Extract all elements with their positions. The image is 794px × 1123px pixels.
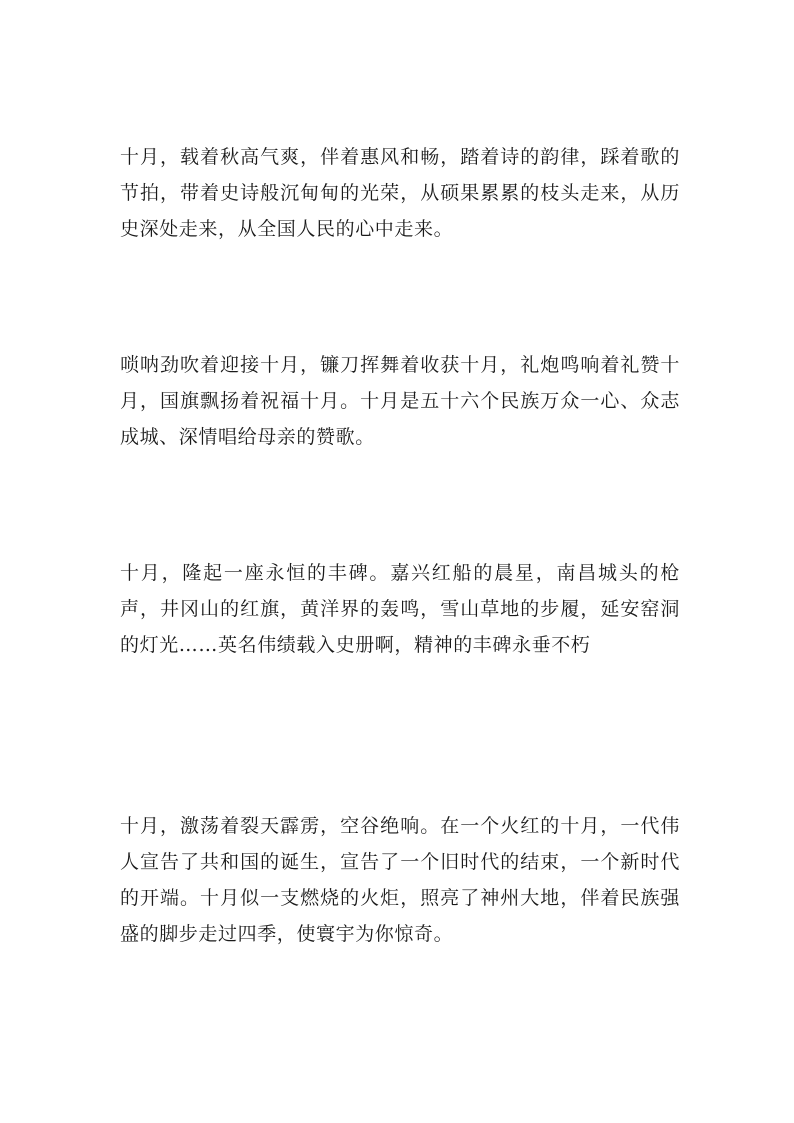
paragraph-1: 十月，载着秋高气爽，伴着惠风和畅，踏着诗的韵律，踩着歌的节拍，带着史诗般沉甸甸的光荣，从硕果累累的枝头走来，从历史深处走来，从全国人民的心中走来。 xyxy=(120,146,680,240)
paragraph-2: 唢呐劲吹着迎接十月，镰刀挥舞着收获十月，礼炮鸣响着礼赞十月，国旗飘扬着祝福十月。十月是五十六个民族万众一心、众志成城、深情唱给母亲的赞歌。 xyxy=(120,354,680,448)
paragraph-4: 十月，激荡着裂天霹雳，空谷绝响。在一个火红的十月，一代伟人宣告了共和国的诞生，宣告了一个旧时代的结束，一个新时代的开端。十月似一支燃烧的火炬，照亮了神州大地，伴着民族强盛的脚步走过四季，使寰宇为你惊奇。 xyxy=(120,815,680,945)
paragraph-3: 十月，隆起一座永恒的丰碑。嘉兴红船的晨星，南昌城头的枪声，井冈山的红旗，黄洋界的轰鸣，雪山草地的步履，延安窑洞的灯光……英名伟绩载入史册啊，精神的丰碑永垂不朽 xyxy=(120,562,680,656)
